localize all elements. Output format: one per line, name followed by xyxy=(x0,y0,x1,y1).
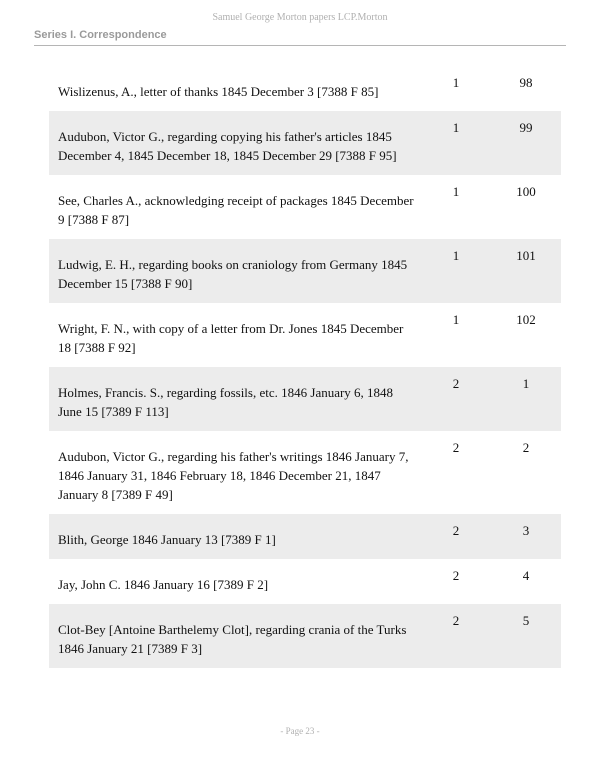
box-number: 2 xyxy=(452,440,460,455)
item-description: Audubon, Victor G., regarding copying his father's articles 1845 December 4, 1845 December 18, 1845 December 29 [7388 F 95] xyxy=(58,129,397,163)
list-item xyxy=(49,604,561,668)
box-number: 1 xyxy=(452,75,460,90)
item-description: Jay, John C. 1846 January 16 [7389 F 2] xyxy=(58,577,269,592)
list-item xyxy=(49,367,561,431)
box-number: 2 xyxy=(452,523,460,538)
list-item xyxy=(49,66,561,111)
item-description: Holmes, Francis. S., regarding fossils, etc. 1846 January 6, 1848 June 15 [7389 F 113] xyxy=(58,385,394,419)
list-item xyxy=(49,239,561,303)
folder-number: 1 xyxy=(522,376,530,391)
box-number: 1 xyxy=(452,248,460,263)
box-number: 1 xyxy=(452,120,460,135)
box-number: 2 xyxy=(452,376,460,391)
list-item xyxy=(49,431,561,514)
running-header: Samuel George Morton papers LCP.Morton xyxy=(212,12,388,23)
list-item xyxy=(49,559,561,604)
item-description: Blith, George 1846 January 13 [7389 F 1] xyxy=(58,532,276,547)
folder-number: 4 xyxy=(522,568,530,583)
item-description: Wislizenus, A., letter of thanks 1845 December 3 [7388 F 85] xyxy=(58,84,379,99)
item-description: Audubon, Victor G., regarding his father's writings 1846 January 7, 1846 January 31, 1846 February 18, 1846 December 21, 1847 January 8 [7389 F 49] xyxy=(58,449,409,502)
folder-number: 102 xyxy=(516,312,536,327)
item-description: Ludwig, E. H., regarding books on craniology from Germany 1845 December 15 [7388 F 90] xyxy=(58,257,408,291)
folder-number: 98 xyxy=(519,75,533,90)
box-number: 2 xyxy=(452,568,460,583)
folder-number: 101 xyxy=(516,248,536,263)
page-footer: - Page 23 - xyxy=(280,726,320,736)
folder-number: 100 xyxy=(516,184,536,199)
item-description: Clot-Bey [Antoine Barthelemy Clot], regarding crania of the Turks 1846 January 21 [7389 F 3] xyxy=(58,622,407,656)
list-item xyxy=(49,175,561,239)
box-number: 2 xyxy=(452,613,460,628)
list-item xyxy=(49,303,561,367)
list-item xyxy=(49,111,561,175)
folder-number: 99 xyxy=(519,120,533,135)
box-number: 1 xyxy=(452,312,460,327)
folder-number: 5 xyxy=(522,613,530,628)
header-rule xyxy=(34,45,566,46)
list-item xyxy=(49,514,561,559)
item-description: Wright, F. N., with copy of a letter from Dr. Jones 1845 December 18 [7388 F 92] xyxy=(58,321,404,355)
folder-number: 3 xyxy=(522,523,530,538)
box-number: 1 xyxy=(452,184,460,199)
folder-number: 2 xyxy=(522,440,530,455)
series-heading: Series I. Correspondence xyxy=(34,29,167,41)
container-list xyxy=(49,66,561,668)
item-description: See, Charles A., acknowledging receipt of packages 1845 December 9 [7388 F 87] xyxy=(58,193,414,227)
